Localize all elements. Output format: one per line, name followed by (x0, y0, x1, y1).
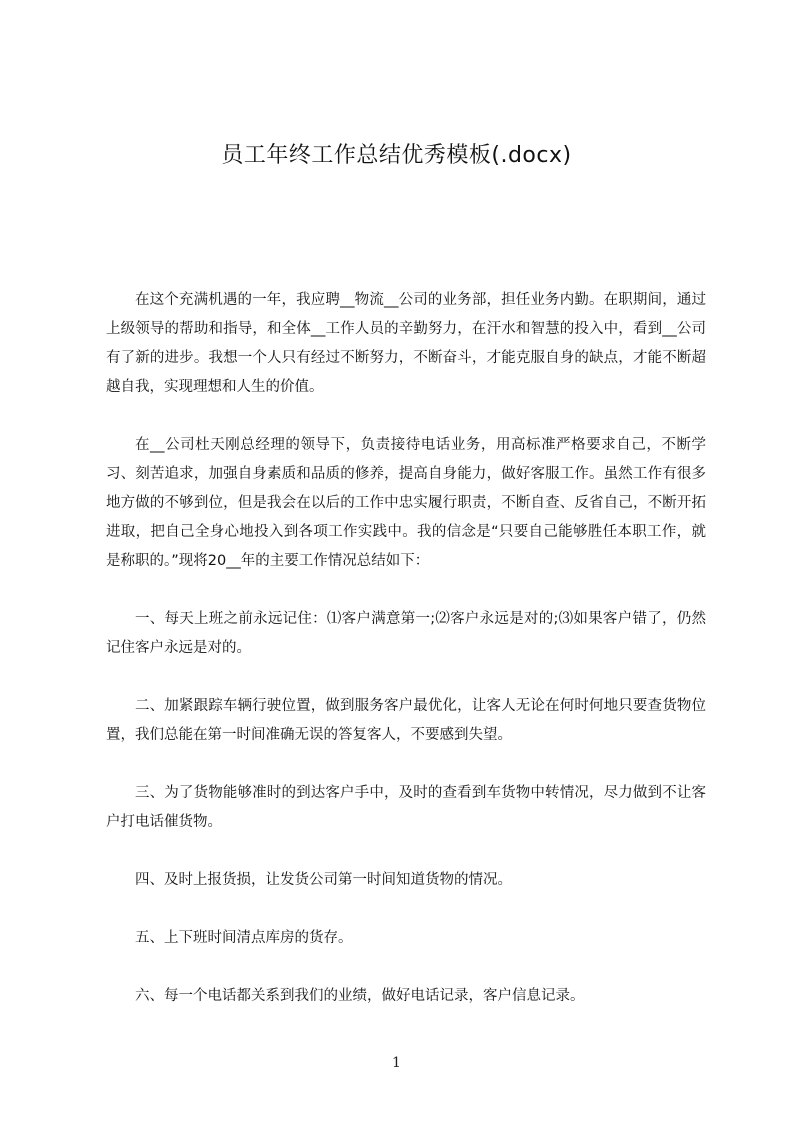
paragraph: 六、每一个电话都关系到我们的业绩，做好电话记录，客户信息记录。 (135, 988, 585, 1004)
paragraph: 在__公司杜天刚总经理的领导下，负责接待电话业务，用高标准严格要求自己，不断学习、刻苦追求，加强自身素质和品质的修养，提高自身能力，做好客服工作。虽然工作有很多地方做的不够到位，但是我会在以后的工作中忠实履行职责，不断自查、反省自己，不断开拓进取，把自己全身心地投入到各项工作实践中。我的信念是“只要自己能够胜任本职工作，就是称职的。”现将20__年的主要工作情况总结如下： (106, 437, 706, 569)
page-number: 1 (392, 1055, 401, 1071)
paragraph: 四、及时上报货损，让发货公司第一时间知道货物的情况。 (135, 872, 512, 888)
document-title: 员工年终工作总结优秀模板(.docx) (221, 143, 572, 168)
paragraph: 二、加紧跟踪车辆行驶位置，做到服务客户最优化，让客人无论在何时何地只要查货物位置，我们总能在第一时间准确无误的答复客人，不要感到失望。 (106, 698, 706, 743)
paragraph: 在这个充满机遇的一年，我应聘__物流__公司的业务部，担任业务内勤。在职期间，通过上级领导的帮助和指导，和全体__工作人员的辛勤努力，在汗水和智慧的投入中，看到__公司有了新的进步。我想一个人只有经过不断努力，不断奋斗，才能克服自身的缺点，才能不断超越自我，实现理想和人生的价值。 (106, 292, 706, 395)
paragraph: 一、每天上班之前永远记住：⑴客户满意第一;⑵客户永远是对的;⑶如果客户错了，仍然记住客户永远是对的。 (106, 611, 706, 656)
document-body (106, 286, 706, 1040)
paragraph: 三、为了货物能够准时的到达客户手中，及时的查看到车货物中转情况，尽力做到不让客户打电话催货物。 (106, 785, 706, 830)
paragraph: 五、上下班时间清点库房的货存。 (135, 930, 353, 946)
